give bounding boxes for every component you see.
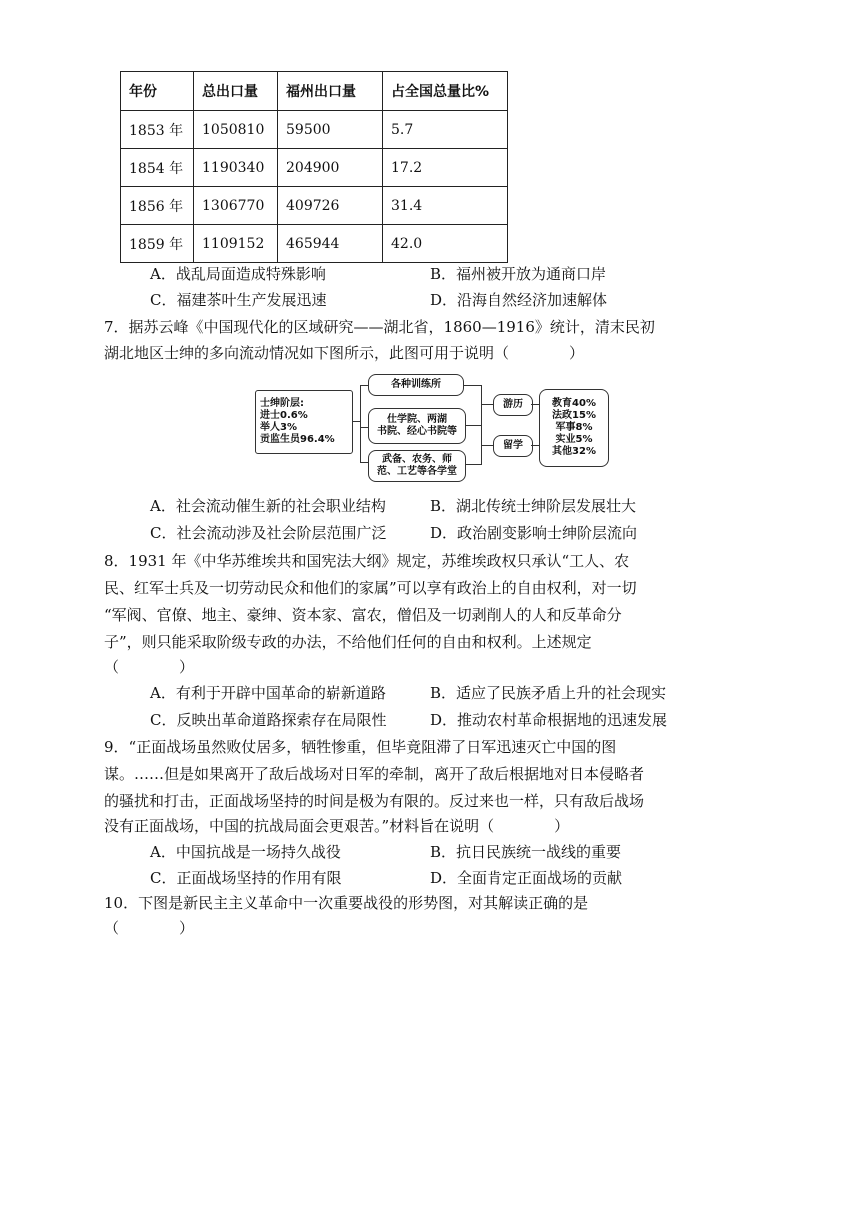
connector-line (360, 385, 361, 462)
q9-option-a[interactable]: A．中国抗战是一场持久战役 (150, 843, 341, 861)
connector-line (466, 425, 481, 426)
travel-box (493, 394, 533, 416)
q8-option-c[interactable]: C．反映出革命道路探索存在局限性 (150, 711, 387, 729)
table-row (121, 187, 508, 225)
outcome-education: 教育40% (552, 398, 596, 409)
travel-label: 游历 (503, 399, 523, 410)
connector-line (466, 464, 481, 465)
q7-stem-line1: 7．据苏云峰《中国现代化的区域研究——湖北省，1860—1916》统计，清末民初 (104, 318, 655, 336)
q9-option-b[interactable]: B．抗日民族统一战线的重要 (430, 843, 622, 861)
cell-fuzhou: 204900 (278, 149, 383, 187)
cell-year: 1859 年 (121, 225, 194, 263)
gentry-class-box (255, 390, 353, 454)
q7-stem-line2: 湖北地区士绅的多向流动情况如下图所示，此图可用于说明（ ） (104, 344, 585, 362)
cell-year: 1853 年 (121, 111, 194, 149)
q7-option-c[interactable]: C．社会流动涉及社会阶层范围广泛 (150, 524, 387, 542)
q6-option-b[interactable]: B．福州被开放为通商口岸 (430, 265, 607, 283)
cell-total: 1306770 (194, 187, 278, 225)
cell-share: 5.7 (383, 111, 508, 149)
connector-line (464, 385, 481, 386)
training-label: 各种训练所 (391, 379, 441, 390)
q9-option-c[interactable]: C．正面战场坚持的作用有限 (150, 869, 342, 887)
cell-total: 1050810 (194, 111, 278, 149)
academies-box (368, 408, 466, 444)
schools-line2: 范、工艺等各学堂 (377, 466, 457, 477)
schools-box (368, 450, 466, 482)
study-abroad-box (493, 435, 533, 457)
header-total-export: 总出口量 (194, 72, 278, 111)
outcome-law-politics: 法政15% (552, 410, 596, 421)
connector-line (360, 385, 368, 386)
outcome-industry: 实业5% (555, 434, 593, 445)
connector-line (531, 404, 539, 405)
connector-line (360, 462, 368, 463)
cell-share: 17.2 (383, 149, 508, 187)
tea-export-table (120, 71, 508, 263)
cell-fuzhou: 465944 (278, 225, 383, 263)
q8-stem-line3: “军阀、官僚、地主、豪绅、资本家、富农，僧侣及一切剥削人的人和反革命分 (104, 606, 622, 624)
cell-fuzhou: 59500 (278, 111, 383, 149)
q8-option-a[interactable]: A．有利于开辟中国革命的崭新道路 (150, 684, 386, 702)
table-row (121, 225, 508, 263)
q8-stem-line4: 子”，则只能采取阶级专政的办法，不给他们任何的自由和权利。上述规定 (104, 633, 592, 651)
cell-share: 42.0 (383, 225, 508, 263)
q9-option-d[interactable]: D．全面肯定正面战场的贡献 (430, 869, 623, 887)
q8-stem-line1: 8．1931 年《中华苏维埃共和国宪法大纲》规定，苏维埃政权只承认“工人、农 (104, 552, 630, 570)
cell-share: 31.4 (383, 187, 508, 225)
study-abroad-label: 留学 (503, 440, 523, 451)
career-outcome-box (539, 389, 609, 467)
training-institutes-box (368, 374, 464, 396)
q6-option-c[interactable]: C．福建茶叶生产发展迅速 (150, 291, 327, 309)
academies-line2: 书院、经心书院等 (377, 426, 457, 437)
q9-stem-line3: 的骚扰和打击，正面战场坚持的时间是极为有限的。反过来也一样，只有敌后战场 (104, 792, 645, 810)
cell-year: 1856 年 (121, 187, 194, 225)
connector-line (481, 445, 493, 446)
academies-line1: 仕学院、两湖 (387, 414, 447, 425)
connector-line (360, 427, 368, 428)
outcome-military: 军事8% (555, 422, 593, 433)
table-row (121, 149, 508, 187)
cell-year: 1854 年 (121, 149, 194, 187)
table-row (121, 111, 508, 149)
q7-option-b[interactable]: B．湖北传统士绅阶层发展壮大 (430, 497, 637, 515)
q8-answer-blank[interactable]: （ ） (104, 658, 195, 676)
q8-stem-line2: 民、红军士兵及一切劳动民众和他们的家属”可以享有政治上的自由权利，对一切 (104, 579, 637, 597)
q9-stem-line4: 没有正面战场，中国的抗战局面会更艰苦。”材料旨在说明（ ） (104, 817, 570, 835)
q8-option-d[interactable]: D．推动农村革命根据地的迅速发展 (430, 711, 668, 729)
cell-total: 1109152 (194, 225, 278, 263)
q7-option-d[interactable]: D．政治剧变影响士绅阶层流向 (430, 524, 638, 542)
connector-line (531, 445, 539, 446)
q6-option-a[interactable]: A．战乱局面造成特殊影响 (150, 265, 326, 283)
gentry-gongjian: 贡监生员96.4% (260, 434, 335, 445)
q8-option-b[interactable]: B．适应了民族矛盾上升的社会现实 (430, 684, 667, 702)
gentry-title: 士绅阶层: (260, 398, 304, 409)
q9-stem-line2: 谋。……但是如果离开了敌后战场对日军的牵制，离开了敌后根据地对日本侵略者 (104, 765, 645, 783)
header-fuzhou-export: 福州出口量 (278, 72, 383, 111)
connector-line (352, 421, 360, 422)
q10-stem-line1: 10．下图是新民主主义革命中一次重要战役的形势图，对其解读正确的是 (104, 894, 589, 912)
gentry-juren: 举人3% (260, 422, 297, 433)
q7-option-a[interactable]: A．社会流动催生新的社会职业结构 (150, 497, 386, 515)
q9-stem-line1: 9．“正面战场虽然败仗居多，牺牲惨重，但毕竟阻滞了日军迅速灭亡中国的图 (104, 738, 617, 756)
q6-option-d[interactable]: D．沿海自然经济加速解体 (430, 291, 608, 309)
connector-line (481, 385, 482, 465)
connector-line (481, 404, 493, 405)
schools-line1: 武备、农务、师 (382, 454, 452, 465)
q10-answer-blank[interactable]: （ ） (104, 919, 195, 937)
gentry-mobility-diagram (255, 372, 615, 476)
header-year: 年份 (121, 72, 194, 111)
table-header-row (121, 72, 508, 111)
gentry-jinshi: 进士0.6% (260, 410, 308, 421)
outcome-other: 其他32% (552, 446, 596, 457)
cell-fuzhou: 409726 (278, 187, 383, 225)
cell-total: 1190340 (194, 149, 278, 187)
header-share: 占全国总量比% (383, 72, 508, 111)
